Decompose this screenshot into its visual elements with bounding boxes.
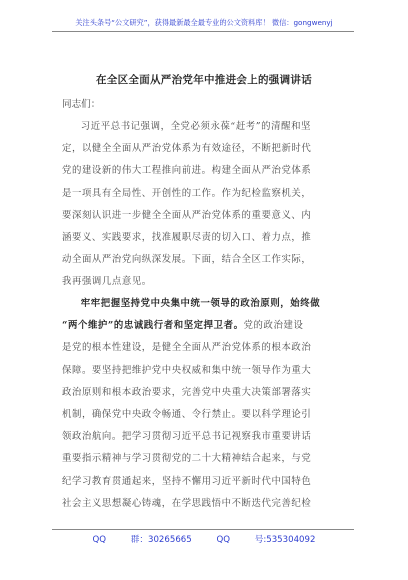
footer-divider bbox=[52, 529, 354, 530]
qq-group: QQ 群：30265665 bbox=[92, 535, 192, 545]
paragraph-line: 涵要义、实践要求，找准履职尽责的切入口、着力点，推 bbox=[62, 231, 312, 243]
paragraph-line: 领政治航向。把学习贯彻习近平总书记视察我市重要讲话 bbox=[62, 431, 312, 443]
paragraph-heading-bold: “两个维护”的忠诚践行者和坚定捍卫者。 bbox=[62, 320, 244, 332]
contact-footer bbox=[0, 533, 408, 545]
paragraph-line: 我再强调几点意见。 bbox=[62, 276, 152, 288]
greeting: 同志们： bbox=[62, 99, 101, 110]
qq-number: QQ 号:535304092 bbox=[216, 535, 316, 545]
document-title: 在全区全面从严治党年中推进会上的强调讲话 bbox=[96, 74, 312, 86]
paragraph-2 bbox=[62, 293, 346, 515]
paragraph-line: 动全面从严治党向纵深发展。下面，结合全区工作实际， bbox=[62, 254, 312, 266]
paragraph-line: 是党的根本性建设，是健全全面从严治党体系的根本政治 bbox=[62, 342, 312, 354]
paragraph-line: 重要指示精神与学习贯彻党的二十大精神结合起来，与党 bbox=[62, 453, 312, 465]
promo-banner-text: 关注头条号“公文研究”，获得最新最全最专业的公文资料库！ 微信：gongwenyj bbox=[75, 18, 333, 27]
paragraph-line: 是一项具有全局性、开创性的工作。作为纪检监察机关， bbox=[62, 187, 312, 199]
promo-banner bbox=[0, 18, 408, 28]
paragraph-line: 社会主义思想凝心铸魂，在学思践悟中不断迭代完善纪检 bbox=[62, 497, 312, 509]
paragraph-heading-line-2 bbox=[62, 315, 346, 337]
paragraph-line: 习近平总书记强调，全党必须永葆“赶考”的清醒和坚 bbox=[80, 121, 312, 132]
header-divider bbox=[52, 31, 354, 32]
paragraph-heading-line-1: 牢牢把握坚持党中央集中统一领导的政治原则，始终做 bbox=[80, 298, 321, 309]
paragraph-line: 要深刻认识进一步健全全面从严治党体系的重要意义、内 bbox=[62, 209, 312, 221]
paragraph-line: 政治原则和根本政治要求，完善党中央重大决策部署落实 bbox=[62, 386, 312, 398]
paragraph-line: 党的建设新的伟大工程推向前进。构建全面从严治党体系 bbox=[62, 165, 312, 177]
paragraph-line: 机制，确保党中央政令畅通、令行禁止。要以科学理论引 bbox=[62, 408, 312, 420]
paragraph-line-rest: 党的政治建设 bbox=[243, 320, 304, 332]
paragraph-line: 保障。要坚持把维护党中央权威和集中统一领导作为重大 bbox=[62, 364, 312, 376]
paragraph-1 bbox=[62, 116, 346, 294]
paragraph-line: 定，以健全全面从严治党体系为有效途径，不断把新时代 bbox=[62, 143, 312, 155]
paragraph-line: 纪学习教育贯通起来，坚持不懈用习近平新时代中国特色 bbox=[62, 475, 312, 487]
